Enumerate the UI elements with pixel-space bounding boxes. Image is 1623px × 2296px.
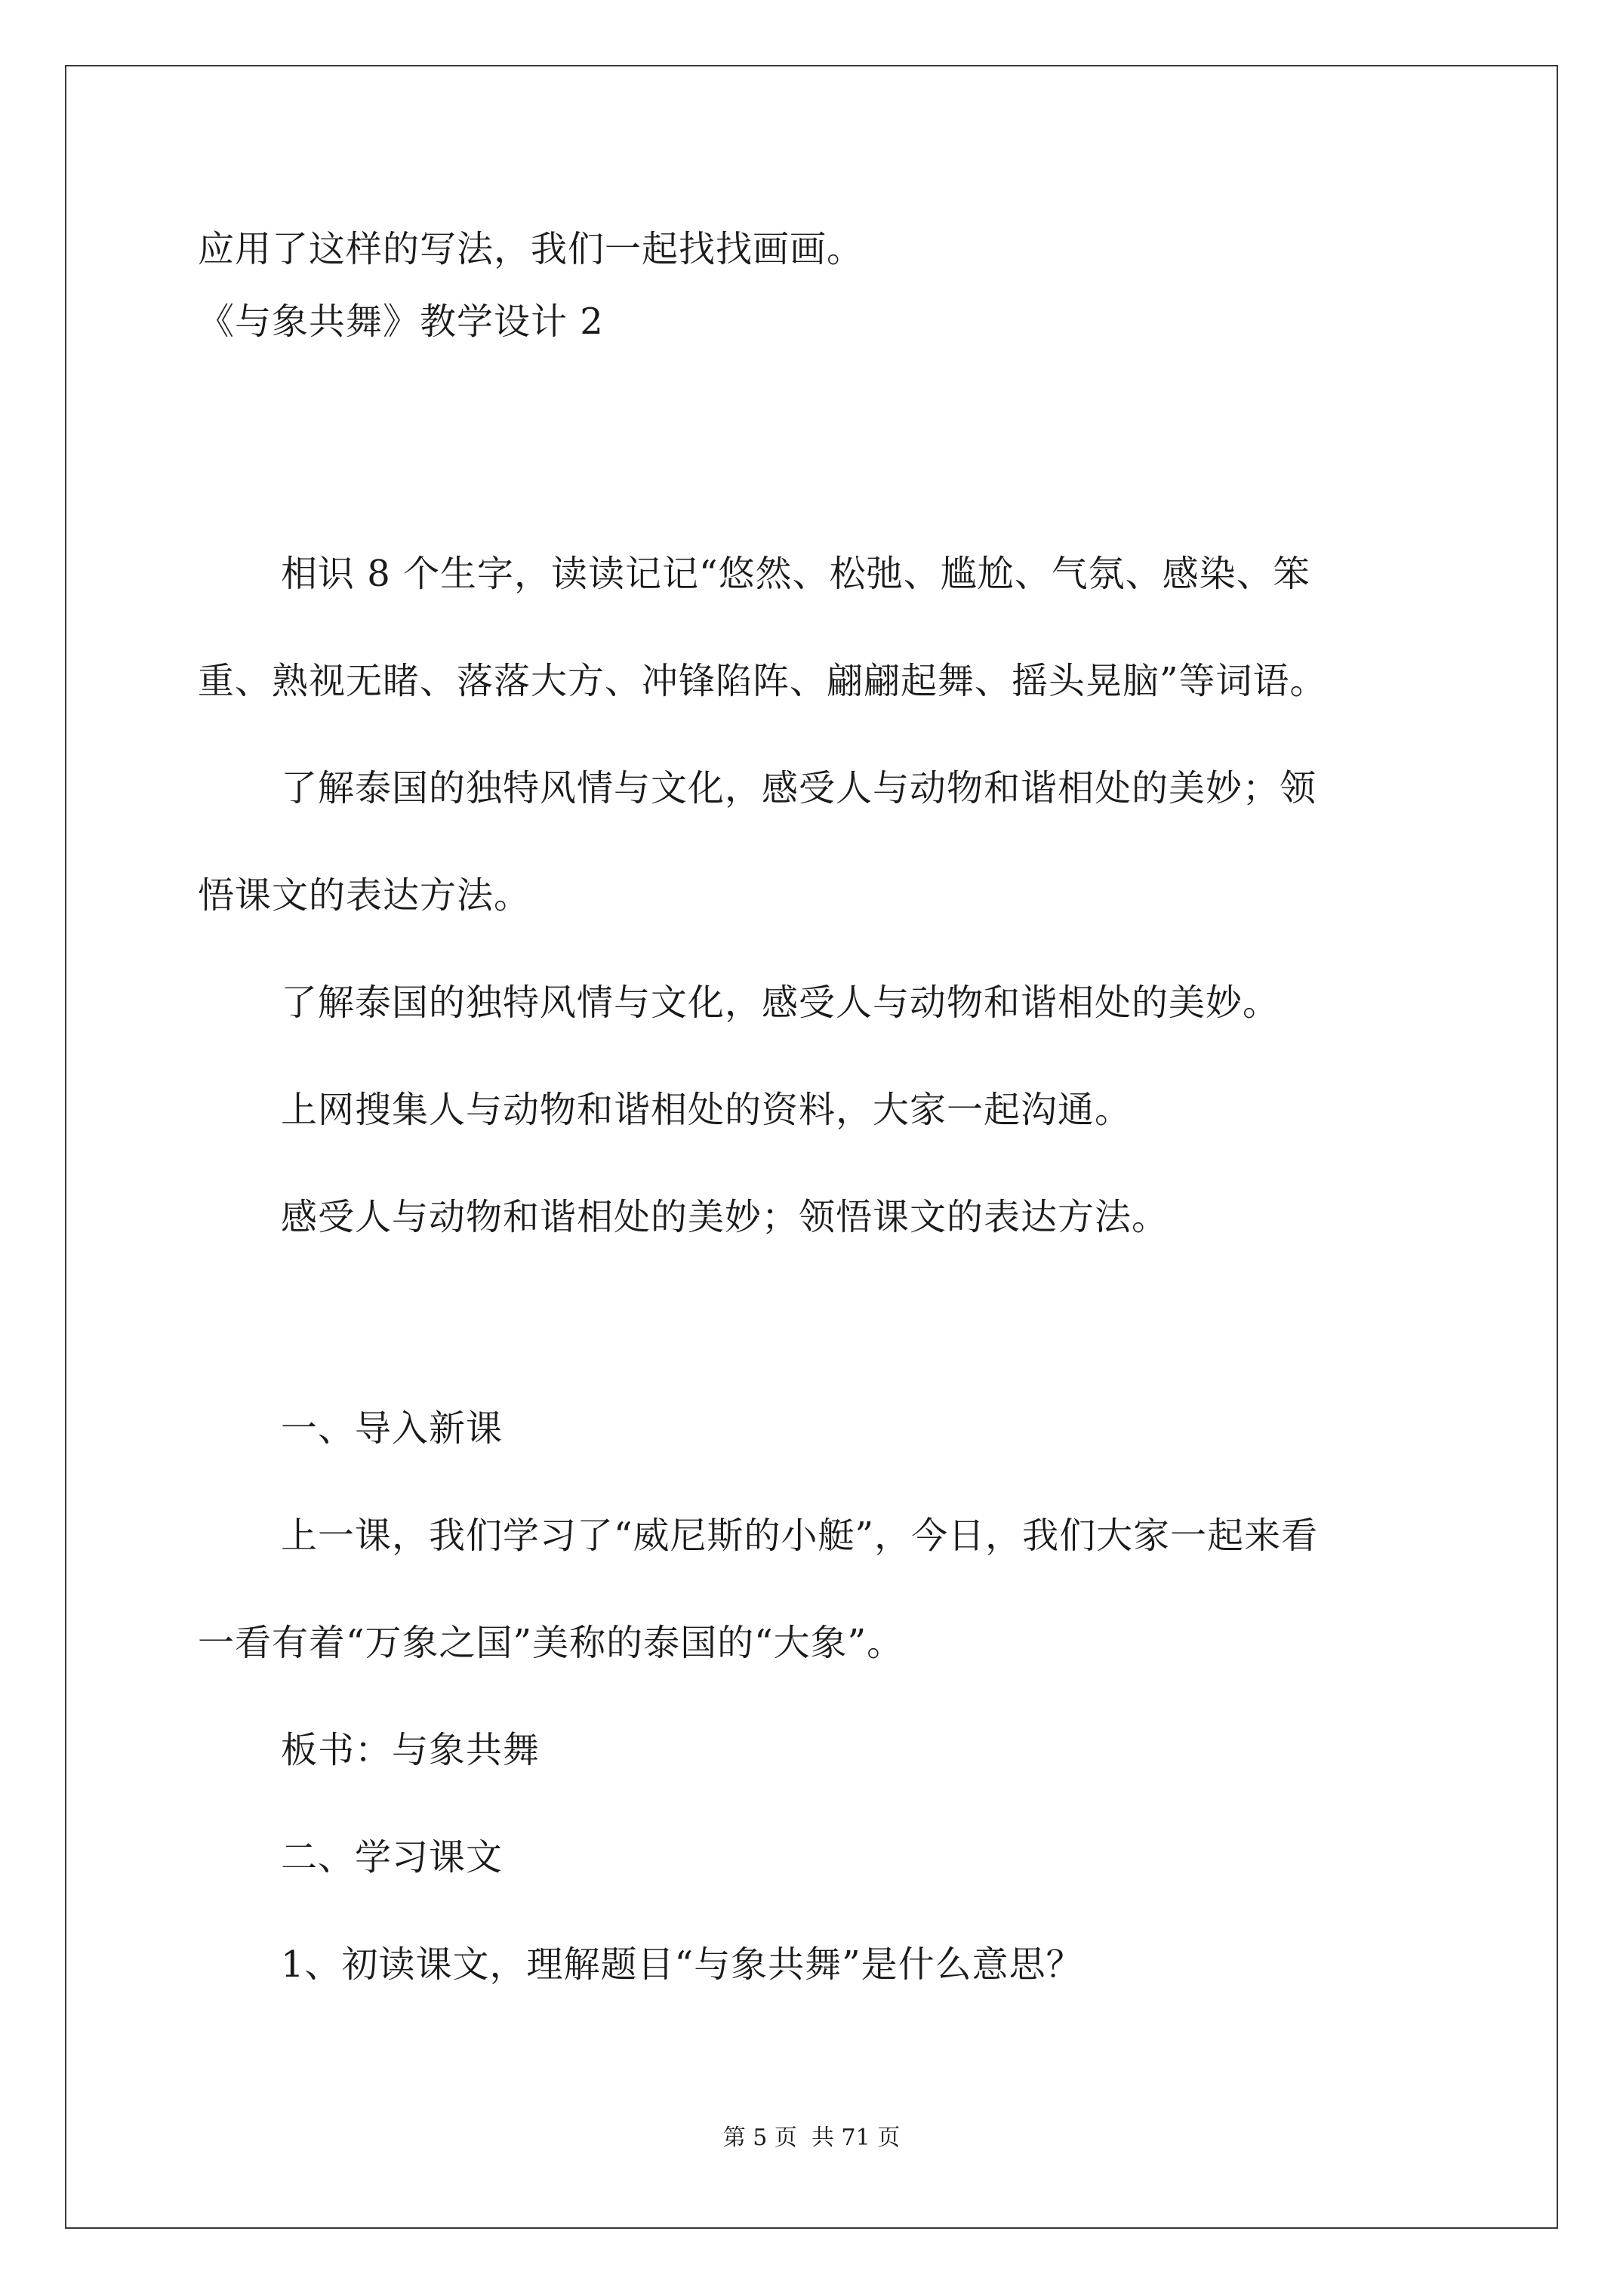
text-line-8: 上网搜集人与动物和谐相处的资料，大家一起沟通。 [281, 1089, 1132, 1131]
text-line-5: 了解泰国的独特风情与文化，感受人与动物和谐相处的美妙；领 [281, 767, 1317, 809]
heading-import-lesson: 一、导入新课 [281, 1407, 504, 1450]
page-border [65, 65, 1558, 2229]
text-line-4: 重、熟视无睹、落落大方、冲锋陷阵、翩翩起舞、摇头晃脑”等词语。 [198, 660, 1327, 702]
page-number-footer: 第 5 页 共 71 页 [722, 2125, 901, 2151]
text-line-1: 应用了这样的写法，我们一起找找画画。 [198, 228, 864, 270]
text-line-3: 相识 8 个生字，读读记记“悠然、松弛、尴尬、气氛、感染、笨 [281, 553, 1310, 595]
text-line-11: 上一课，我们学习了“威尼斯的小艇”，今日，我们大家一起来看 [281, 1515, 1319, 1557]
section-title: 《与象共舞》教学设计 2 [198, 300, 604, 343]
text-line-6: 悟课文的表达方法。 [198, 874, 531, 917]
text-line-9: 感受人与动物和谐相处的美妙；领悟课文的表达方法。 [281, 1196, 1169, 1238]
heading-study-text: 二、学习课文 [281, 1836, 504, 1878]
text-line-7: 了解泰国的独特风情与文化，感受人与动物和谐相处的美妙。 [281, 982, 1280, 1024]
text-line-12: 一看有着“万象之国”美称的泰国的“大象”。 [198, 1622, 904, 1664]
text-line-15: 1、初读课文，理解题目“与象共舞”是什么意思？ [281, 1943, 1083, 1986]
text-line-13: 板书：与象共舞 [281, 1729, 540, 1771]
